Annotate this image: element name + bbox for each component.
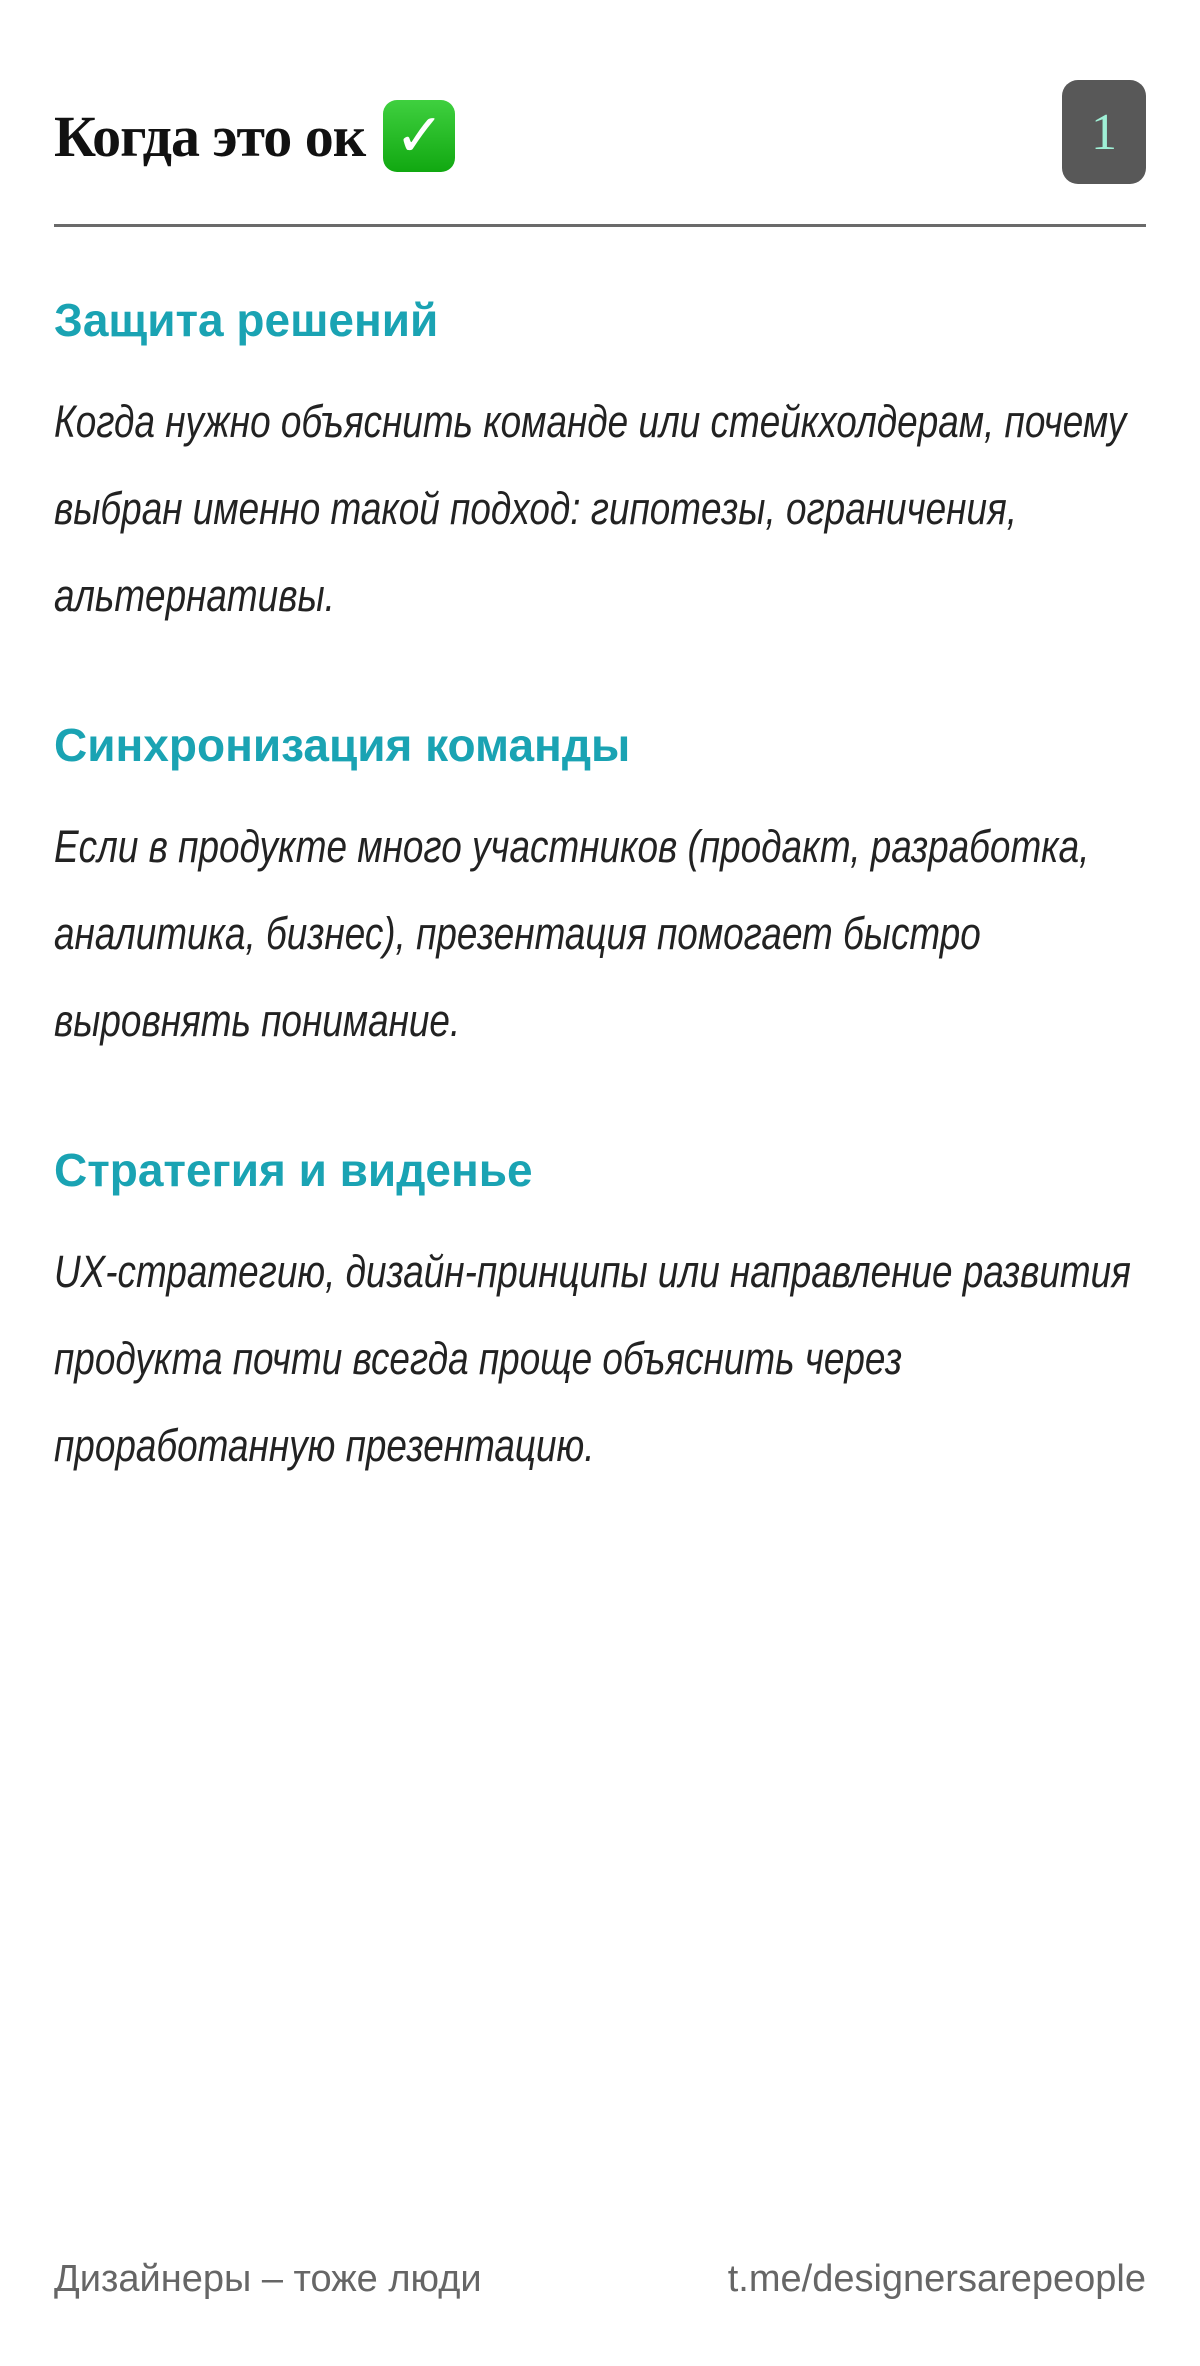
- section-decision-defense: [54, 290, 1146, 639]
- section-body: UX-стратегию, дизайн-принципы или направление развития продукта почти всегда проще объяснить через проработанную презентацию.: [54, 1246, 1131, 1471]
- section-title: Синхронизация команды: [54, 719, 631, 771]
- footer-link[interactable]: t.me/designersarepeople: [727, 2258, 1146, 2300]
- header: [54, 80, 1146, 190]
- page-title: [54, 100, 455, 172]
- section-body: Когда нужно объяснить команде или стейкхолдерам, почему выбран именно такой подход: гипотезы, ограничения, альтернативы.: [54, 396, 1127, 621]
- check-mark-button-icon: ✓: [383, 100, 455, 172]
- section-strategy-vision: [54, 1140, 1146, 1489]
- divider: [54, 224, 1146, 227]
- section-title: Защита решений: [54, 294, 439, 346]
- footer-brand: Дизайнеры – тоже люди: [54, 2258, 482, 2300]
- section-body: Если в продукте много участников (продакт, разработка, аналитика, бизнес), презентация помогает быстро выровнять понимание.: [54, 821, 1090, 1046]
- page-title-text: Когда это ок: [54, 103, 366, 169]
- section-title: Стратегия и виденье: [54, 1144, 533, 1196]
- section-team-sync: [54, 715, 1146, 1064]
- footer: [54, 2258, 1146, 2301]
- page-number-badge: 1: [1062, 80, 1146, 184]
